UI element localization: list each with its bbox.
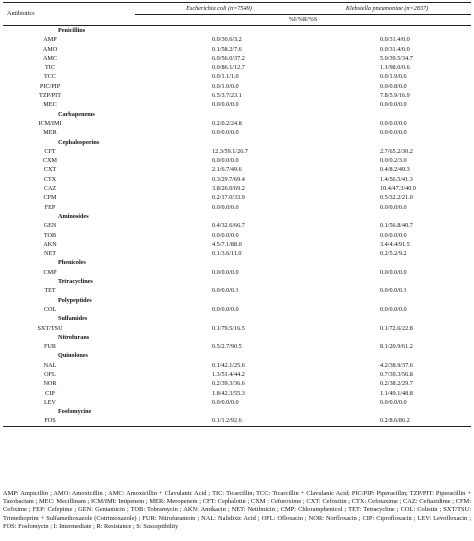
kpneumoniae-value: 0.0/0.0/0.0 [380,101,407,109]
ecoli-value: 0.0/0.0/0.0 [212,398,239,406]
antibiotic-code: TET [44,287,56,295]
antibiotic-code: AMC [42,54,58,62]
antibiotic-class-name: Sulfamides [58,315,88,323]
antibiotic-class-row [3,407,471,416]
kpneumoniae-value: 2.7/65.2/30.2 [380,147,413,155]
antibiotics-header: Antibiotics [3,3,135,26]
kpneumoniae-value: 1.4/56.5/41.3 [380,175,413,183]
ecoli-value: 4.5/7.1/88.0 [212,240,242,248]
antibiotic-class-row [3,296,471,305]
table-row [3,398,471,407]
ecoli-value: 0.1/42.1/25.6 [212,361,245,369]
antibiotic-class-row [3,138,471,147]
kpneumoniae-value: 7.8/5.9/16.9 [380,92,410,100]
antibiotic-code: CTX [43,175,57,183]
antibiotic-code: SXT/TSU [37,324,63,332]
antibiotic-code: CXM [42,157,58,165]
ecoli-value: 0.0/30.6/3.2 [212,36,242,44]
table-row [3,128,471,137]
kpneumoniae-value: 10.4/47.3/40.9 [380,185,416,193]
table-row [3,416,471,426]
antibiotic-code: AMO [42,45,58,53]
table-header [3,3,471,26]
ecoli-value: 0.0/86.1/12.7 [212,64,245,72]
antibiotic-code: CXT [43,166,57,174]
table-row [3,147,471,156]
ecoli-value: 6.0/56.0/37.2 [212,54,245,62]
antibiotic-code: CAZ [43,185,57,193]
antibiotic-code: NOR [43,380,57,388]
antibiotic-code: TCC [43,73,57,81]
kpneumoniae-value: 0.2/8.6/86.2 [303,416,471,426]
antibiotic-code: OFL [44,370,56,378]
antibiotic-class-row [3,110,471,119]
kpneumoniae-value: 4.2/38.9/37.6 [380,361,413,369]
antibiotic-class-row [3,26,471,36]
table-row [3,231,471,240]
kpneumoniae-value: 0.0/0.0/0.0 [380,231,407,239]
ecoli-value: 0.0/1.1/1.0 [212,73,239,81]
kpneumoniae-header: Klebsiella pneumoniae (n=2837) [303,3,471,15]
antibiotic-code: COL [43,305,57,313]
table-row [3,361,471,370]
ecoli-value: 0.0/0.0/0.0 [212,231,239,239]
antibiotic-code: MEC [43,101,57,109]
ecoli-value: 1.3/51.4/44.2 [212,370,245,378]
antibiotic-class-row [3,277,471,286]
kpneumoniae-value: 0.0/0.0/0.1 [380,287,407,295]
ecoli-value: 0.0/1.0/0.0 [212,82,239,90]
antibiotic-class-row [3,333,471,342]
antibiotic-code: GEN [43,222,57,230]
antibiotic-class-row [3,351,471,360]
antibiotic-class-name: Fosfomycine [58,408,92,416]
kpneumoniae-value: 0.0/1.9/0.6 [380,73,407,81]
table-row [3,45,471,54]
kpneumoniae-value: 1.1/98.0/0.6 [380,64,410,72]
table-row [3,342,471,351]
kpneumoniae-value: 1.1/49.1/48.8 [380,389,413,397]
kpneumoniae-value: 0.5/32.2/21.0 [380,194,413,202]
antibiotic-code: CMP [43,268,57,276]
table-body [3,26,471,427]
antibiotic-code: FEP [44,203,56,211]
ecoli-value: 0.0/0.0/0.0 [212,129,239,137]
table-row [3,72,471,81]
kpneumoniae-value: 0.0/0.2/3.0 [380,157,407,165]
antibiotic-class-name: Tetracyclines [58,278,93,286]
kpneumoniae-value: 0.4/8.2/49.3 [380,166,410,174]
ecoli-value: 3.8/26.0/69.2 [212,185,245,193]
ecoli-value: 0.1/3.6/11.0 [212,250,242,258]
kpneumoniae-value: 0.0/31.4/0.0 [380,36,410,44]
table-row [3,100,471,109]
antibiotic-code: NAL [43,361,57,369]
kpneumoniae-value: 8.1/20.9/61.2 [380,343,413,351]
table-row [3,119,471,128]
antibiotic-code: CIP [45,389,55,397]
antibiotic-code: ICM/IMI [38,119,62,127]
table-row [3,268,471,277]
kpneumoniae-value: 5.0/39.5/34.7 [380,54,413,62]
antibiotic-code: CFT [44,147,56,155]
antibiotic-code: TZP/PIT [38,92,61,100]
kpneumoniae-value: 0.2/5.2/9.2 [380,250,407,258]
kpneumoniae-value: 0.0/0.0/0.0 [380,119,407,127]
antibiotic-class-name: Carbapenems [58,110,95,118]
table-row [3,221,471,230]
antibiotic-class-row [3,258,471,267]
antibiotic-class-name: Aminosides [58,212,89,220]
table-row [3,184,471,193]
kpneumoniae-value: 0.2/38.2/29.7 [380,380,413,388]
table-row [3,203,471,212]
ecoli-value: 0.1/58.2/7.6 [212,45,242,53]
antibiotic-code: TOB [43,231,57,239]
table-row [3,370,471,379]
table-row [3,249,471,258]
ecoli-value: 1.8/42.3/55.3 [212,389,245,397]
kpneumoniae-value: 0.0/0.8/0.0 [380,82,407,90]
antibiotic-code: CFM [43,194,57,202]
ecoli-value: 0.2/0.2/24.8 [212,119,242,127]
table-row [3,35,471,44]
kpneumoniae-value: 0.0/0.0/0.0 [380,268,407,276]
antibiotic-class-row [3,212,471,221]
antibiotic-code: PIC/PIP [39,82,61,90]
ecoli-value: 0.1/1.2/92.6 [135,416,303,426]
kpneumoniae-value: 0.0/0.0/0.0 [380,129,407,137]
antibiotic-class-name: Cephalosporins [58,138,100,146]
antibiotic-code: AMP [43,36,57,44]
kpneumoniae-value: 0.0/0.0/0.0 [380,305,407,313]
ecoli-value: 0.4/32.6/66.7 [212,222,245,230]
ecoli-value: 0.2/17.0/33.9 [212,194,245,202]
kpneumoniae-value: 3.4/4.4/91.5 [380,240,410,248]
table-row [3,324,471,333]
table-row [3,379,471,388]
kpneumoniae-value: 0.7/39.3/56.8 [380,370,413,378]
antibiotic-class-name: Nitrofurans [58,333,90,341]
antibiotic-class-name: Penicillins [58,27,86,34]
antibiotic-class-name: Quinolones [58,352,88,360]
antibiotic-resistance-table [3,2,471,427]
antibiotic-code: NET [43,250,57,258]
ecoli-value: 0.0/0.0/0.0 [212,305,239,313]
table-row [3,389,471,398]
units-header: %I/%R/%S [135,15,471,26]
ecoli-value: 0.2/39.3/36.6 [212,380,245,388]
ecoli-value: 0.0/0.0/0.1 [212,287,239,295]
antibiotic-class-row [3,314,471,323]
table-row [3,91,471,100]
antibiotic-code: AKN [43,240,57,248]
ecoli-value: 0.0/0.0/0.0 [212,268,239,276]
table-row [3,193,471,202]
ecoli-value: 0.0/0.0/0.0 [212,101,239,109]
ecoli-value: 6.5/3.7/23.1 [212,92,242,100]
ecoli-value: 2.1/6.7/49.6 [212,166,242,174]
ecoli-value: 0.0/0.0/0.0 [212,203,239,211]
ecoli-value: 0.1/79.5/16.5 [212,324,245,332]
antibiotic-code: MER [43,129,57,137]
antibiotic-code: LEV [43,398,57,406]
antibiotic-code: FOS [3,416,135,426]
kpneumoniae-value: 0.1/72.6/22.8 [380,324,413,332]
ecoli-value: 0.0/0.0/0.0 [212,157,239,165]
table-footnote: AMP: Ampicillin ; AMO: Amoxicillin ; AMC: Amoxicillin + Clavulanic Acid ; TIC: Ticarcillin; TCC: Ticarcillin + Clavulanic Acid; PIC/PIP: Piperacillin; TZP/PIT: Piperacillin + Tazobactam ; MEC: Mecillinam ; ICM/IMI: Imipenem ; MER: Meropenem ; CFT: Cephalotin ; CXM : Cefuroxime ; CXT: Cefoxitin ; CTX: Cefotaxime ; CAZ: Ceftazidime ; CFM: Cefixime ; FEP: Cefepime ; GEN: Gentamicin ; TOB: Tobramycin ; AKN: Amikacin ; NET: Netilmicin ; CMP: Chloramphenicol ; TET: Tetracycline ; COL: Colistin ; SXT/TSU: Trimethoprim + Sulfamethoxazole (Cotrimoxazole) ; FUR: Nitrofurantoin ; NAL: Nalidixic Acid ; OFL: Ofloxacin ; NOR: Norfloxacin ; CIP: Ciprofloxacin ; LEV: Levofloxacin ; FOS: Fosfomycin ; I: Intermediate ; R: Resistance ; S: Susceptibility [3,490,471,530]
ecoli-value: 0.3/29.7/69.4 [212,175,245,183]
table-row [3,165,471,174]
ecoli-value: 0.5/2.7/90.5 [212,343,242,351]
ecoli-header: Escherichia coli (n=7549) [135,3,303,15]
kpneumoniae-value: 0.0/0.0/0.0 [380,398,407,406]
antibiotic-class-name: Phenicoles [58,259,86,267]
antibiotic-code: TIC [45,64,55,72]
table-row [3,63,471,72]
ecoli-value: 12.3/59.1/26.7 [212,147,248,155]
kpneumoniae-value: 0.0/0.0/0.0 [380,203,407,211]
antibiotic-code: FUR [43,343,57,351]
table-row [3,82,471,91]
table-row [3,54,471,63]
antibiotic-class-name: Polypeptides [58,296,92,304]
kpneumoniae-value: 0.1/56.8/40.7 [380,222,413,230]
table-row [3,156,471,165]
table-row [3,305,471,314]
kpneumoniae-value: 0.0/31.4/0.0 [380,45,410,53]
table-row [3,175,471,184]
table-row [3,286,471,295]
table-row [3,240,471,249]
